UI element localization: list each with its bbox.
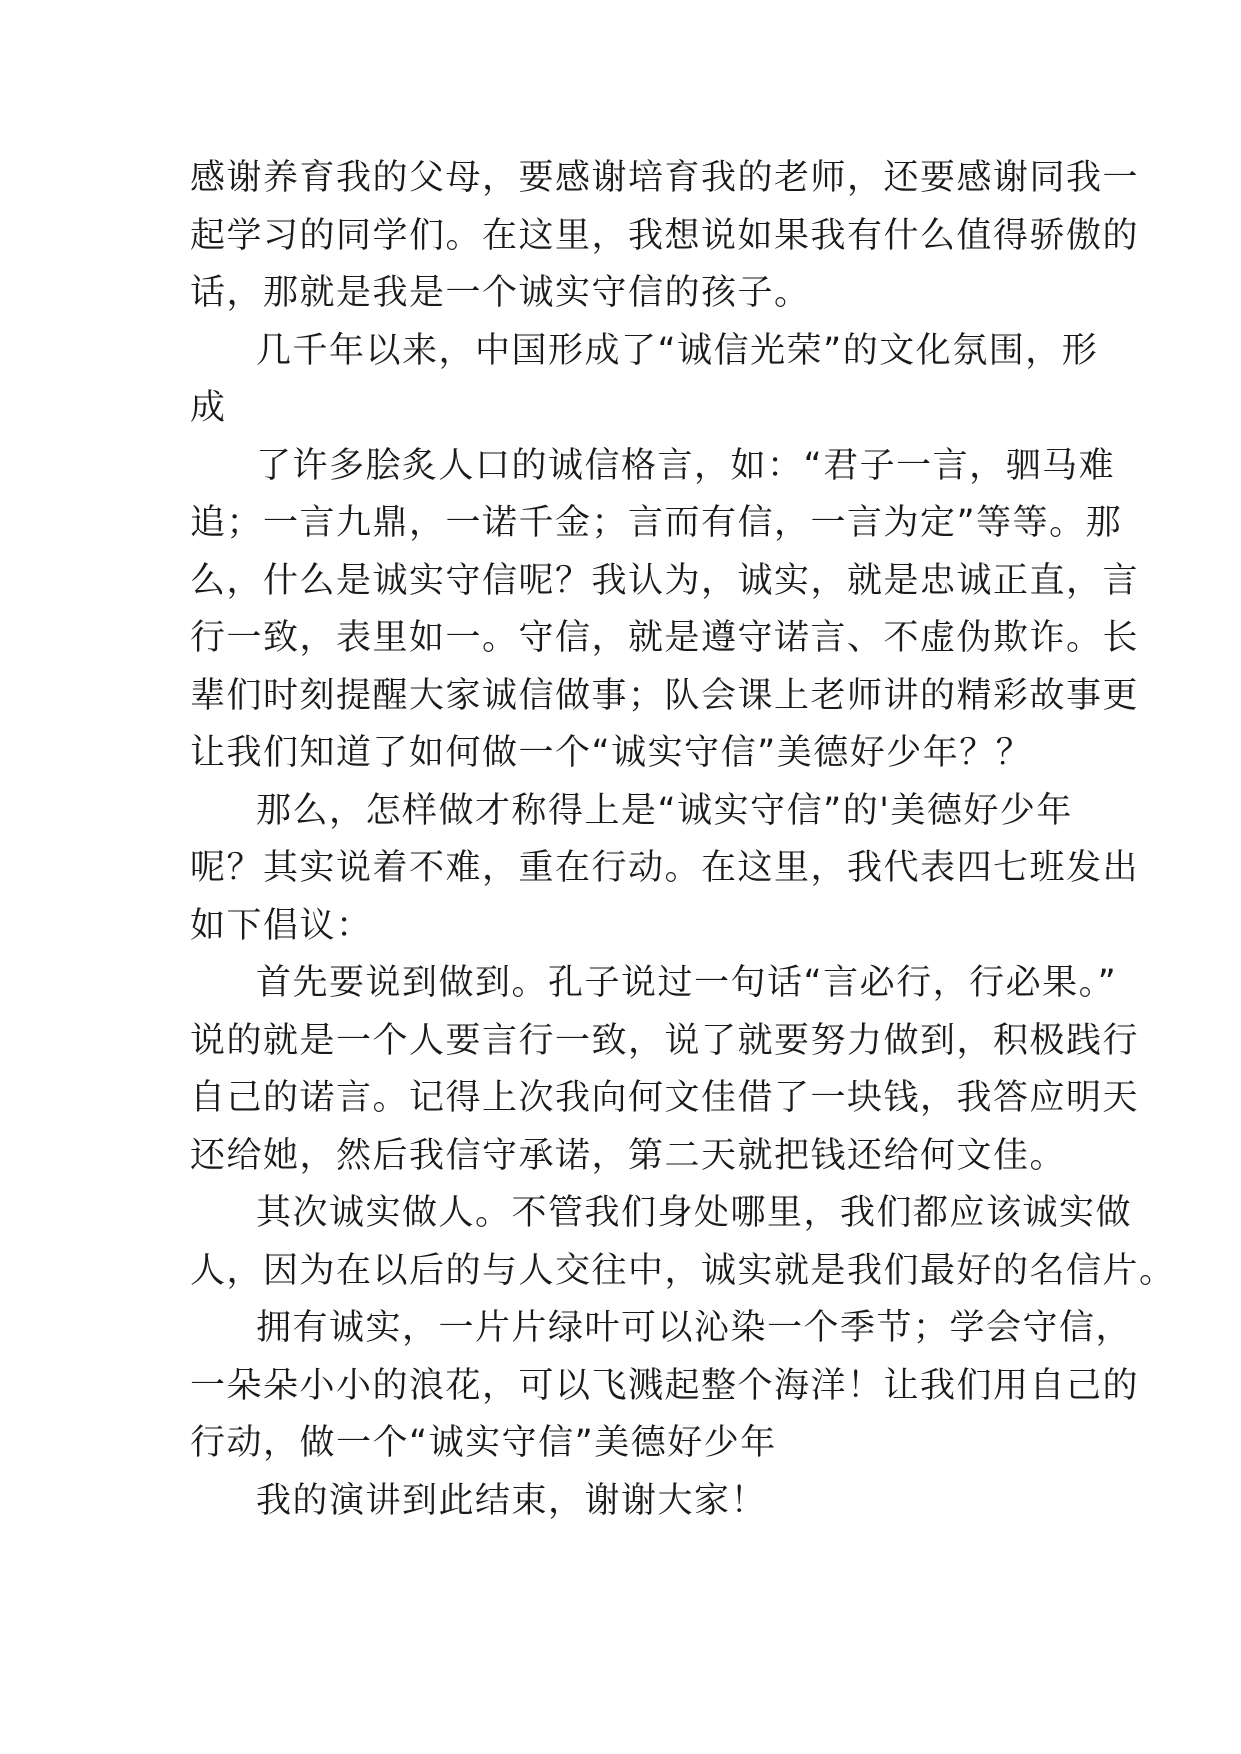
text-line: 说的就是一个人要言行一致，说了就要努力做到，积极践行	[190, 1020, 1140, 1061]
text-line: 行一致，表里如一。守信，就是遵守诺言、不虚伪欺诈。长	[190, 618, 1140, 658]
text-line: 成	[190, 388, 227, 428]
text-line: 如下倡议：	[190, 905, 373, 946]
text-line: 话，那就是我是一个诚实守信的孩子。	[190, 273, 811, 313]
text-line: 人，因为在以后的与人交往中，诚实就是我们最好的名信片。	[190, 1250, 1176, 1291]
text-line: 么，什么是诚实守信呢？我认为，诚实，就是忠诚正直，言	[190, 560, 1140, 601]
paragraph-first-line: 了许多脍炙人口的诚信格言，如：“君子一言，驷马难	[256, 445, 1116, 486]
text-line: 辈们时刻提醒大家诚信做事；队会课上老师讲的精彩故事更	[190, 675, 1140, 716]
text-line: 一朵朵小小的浪花，可以飞溅起整个海洋！让我们用自己的	[190, 1365, 1140, 1406]
text-line: 还给她，然后我信守承诺，第二天就把钱还给何文佳。	[190, 1135, 1067, 1176]
paragraph-first-line: 首先要说到做到。孔子说过一句话“言必行，行必果。”	[256, 963, 1118, 1003]
text-line: 追；一言九鼎，一诺千金；言而有信，一言为定”等等。那	[190, 503, 1123, 543]
paragraph-first-line: 其次诚实做人。不管我们身处哪里，我们都应该诚实做	[256, 1193, 1133, 1233]
paragraph-first-line: 几千年以来，中国形成了“诚信光荣”的文化氛围，形	[256, 330, 1099, 371]
text-line: 行动，做一个“诚实守信”美德好少年	[190, 1423, 777, 1463]
text-line: 呢？其实说着不难，重在行动。在这里，我代表四七班发出	[190, 848, 1140, 888]
paragraph-first-line: 那么，怎样做才称得上是“诚实守信”的'美德好少年	[256, 790, 1073, 831]
text-line: 让我们知道了如何做一个“诚实守信”美德好少年？？	[190, 733, 1033, 773]
text-line: 感谢养育我的父母，要感谢培育我的老师，还要感谢同我一	[190, 158, 1140, 198]
closing-line: 我的演讲到此结束，谢谢大家！	[256, 1480, 768, 1521]
text-line: 起学习的同学们。在这里，我想说如果我有什么值得骄傲的	[190, 215, 1140, 256]
paragraph-first-line: 拥有诚实，一片片绿叶可以沁染一个季节；学会守信，	[256, 1308, 1133, 1348]
text-line: 自己的诺言。记得上次我向何文佳借了一块钱，我答应明天	[190, 1078, 1140, 1118]
speech-body	[190, 150, 1176, 1530]
